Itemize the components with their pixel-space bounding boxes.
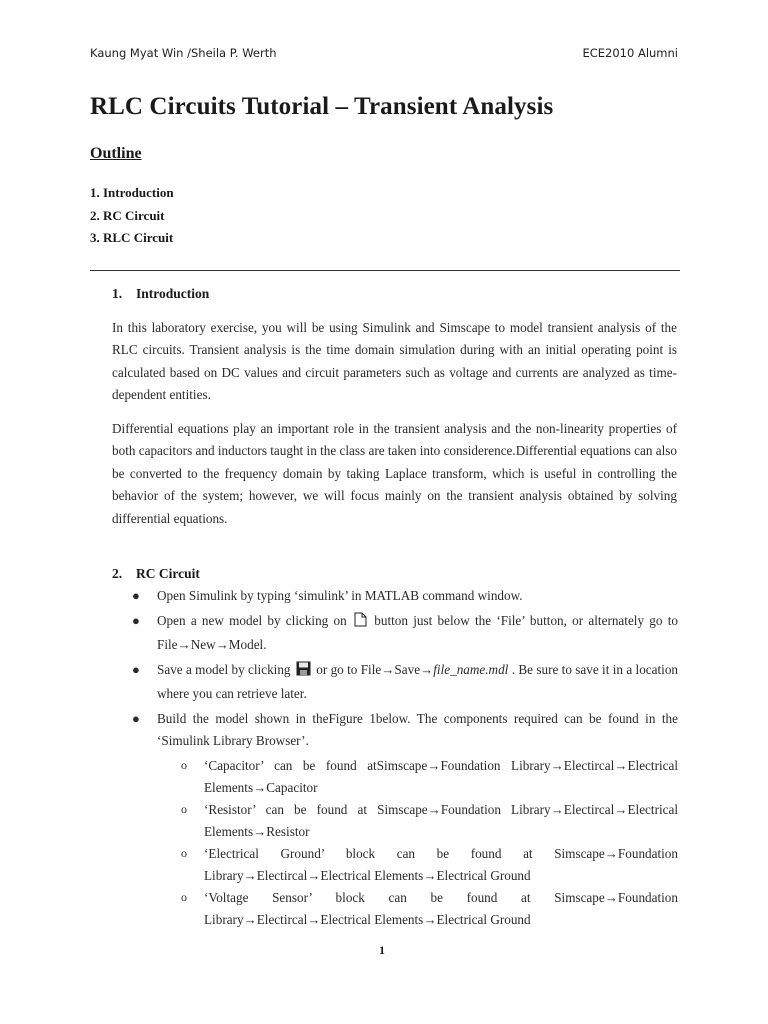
section-title: RC Circuit: [136, 566, 200, 581]
outline-list: [90, 182, 174, 250]
bullet-icon: ●: [132, 662, 140, 677]
section-heading-introduction: [112, 286, 209, 302]
section-title: Introduction: [136, 286, 210, 301]
file-name: file_name.mdl: [433, 662, 509, 677]
save-icon: [296, 661, 311, 683]
list-item: ● Open Simulink by typing ‘simulink’ in MATLAB command window.: [112, 585, 678, 607]
header-authors: Kaung Myat Win /Sheila P. Werth: [90, 46, 277, 60]
instruction-list: [112, 585, 678, 931]
horizontal-divider: [90, 270, 680, 271]
new-model-icon: [354, 612, 367, 634]
circle-bullet-icon: o: [181, 846, 187, 860]
list-item: ● Save a model by clicking or go to File→Save→file_name.mdl . Be sure to save it in a location where you can retrieve later.: [112, 659, 678, 705]
bullet-icon: ●: [132, 613, 140, 628]
outline-item: 1. Introduction: [90, 185, 174, 200]
list-item: ● Build the model shown in theFigure 1below. The components required can be found in the ‘Simulink Library Browser’.: [112, 708, 678, 752]
outline-heading: Outline: [90, 145, 142, 162]
circle-bullet-icon: o: [181, 890, 187, 904]
bullet-icon: ●: [132, 588, 140, 603]
section-number: 1.: [112, 286, 123, 301]
outline-item: 3. RLC Circuit: [90, 230, 174, 245]
document-title: RLC Circuits Tutorial – Transient Analysis: [90, 93, 554, 120]
sub-list-item: o ‘Resistor’ can be found at Simscape→Foundation Library→Electircal→Electrical Elements→Resistor: [112, 799, 678, 843]
header-course: ECE2010 Alumni: [582, 46, 678, 60]
page-number: 1: [379, 943, 385, 957]
circle-bullet-icon: o: [181, 758, 187, 772]
list-item: ● Open a new model by clicking on button just below the ‘File’ button, or alternately go to File→New→Model.: [112, 610, 678, 656]
section-heading-rc-circuit: [112, 566, 200, 582]
outline-item: 2. RC Circuit: [90, 207, 165, 223]
section-number: 2.: [112, 566, 123, 581]
paragraph: In this laboratory exercise, you will be using Simulink and Simscape to model transient analysis of the RLC circuits. Transient analysis is the time domain simulation during with an initial operating point is calculated based on DC values and circuit parameters such as voltage and currents are analyzed as time-dependent entities.: [112, 320, 677, 403]
paragraph: Differential equations play an important role in the transient analysis and the non-linearity properties of both capacitors and inductors taught in the class are taken into considerence.Differential equations can also be converted to the frequency domain by taking Laplace transform, which is useful in controlling the behavior of the system; however, we will focus mainly on the transient analysis obtained by solving differential equations.: [112, 421, 677, 526]
sub-list-item: o ‘Electrical Ground’ block can be found at Simscape→Foundation Library→Electircal→Electrical Elements→Electrical Ground: [112, 843, 678, 887]
sub-list-item: o ‘Capacitor’ can be found atSimscape→Foundation Library→Electircal→Electrical Elements→Capacitor: [112, 755, 678, 799]
bullet-icon: ●: [132, 711, 140, 726]
circle-bullet-icon: o: [181, 802, 187, 816]
sub-list-item: o ‘Voltage Sensor’ block can be found at Simscape→Foundation Library→Electircal→Electrical Elements→Electrical Ground: [112, 887, 678, 931]
